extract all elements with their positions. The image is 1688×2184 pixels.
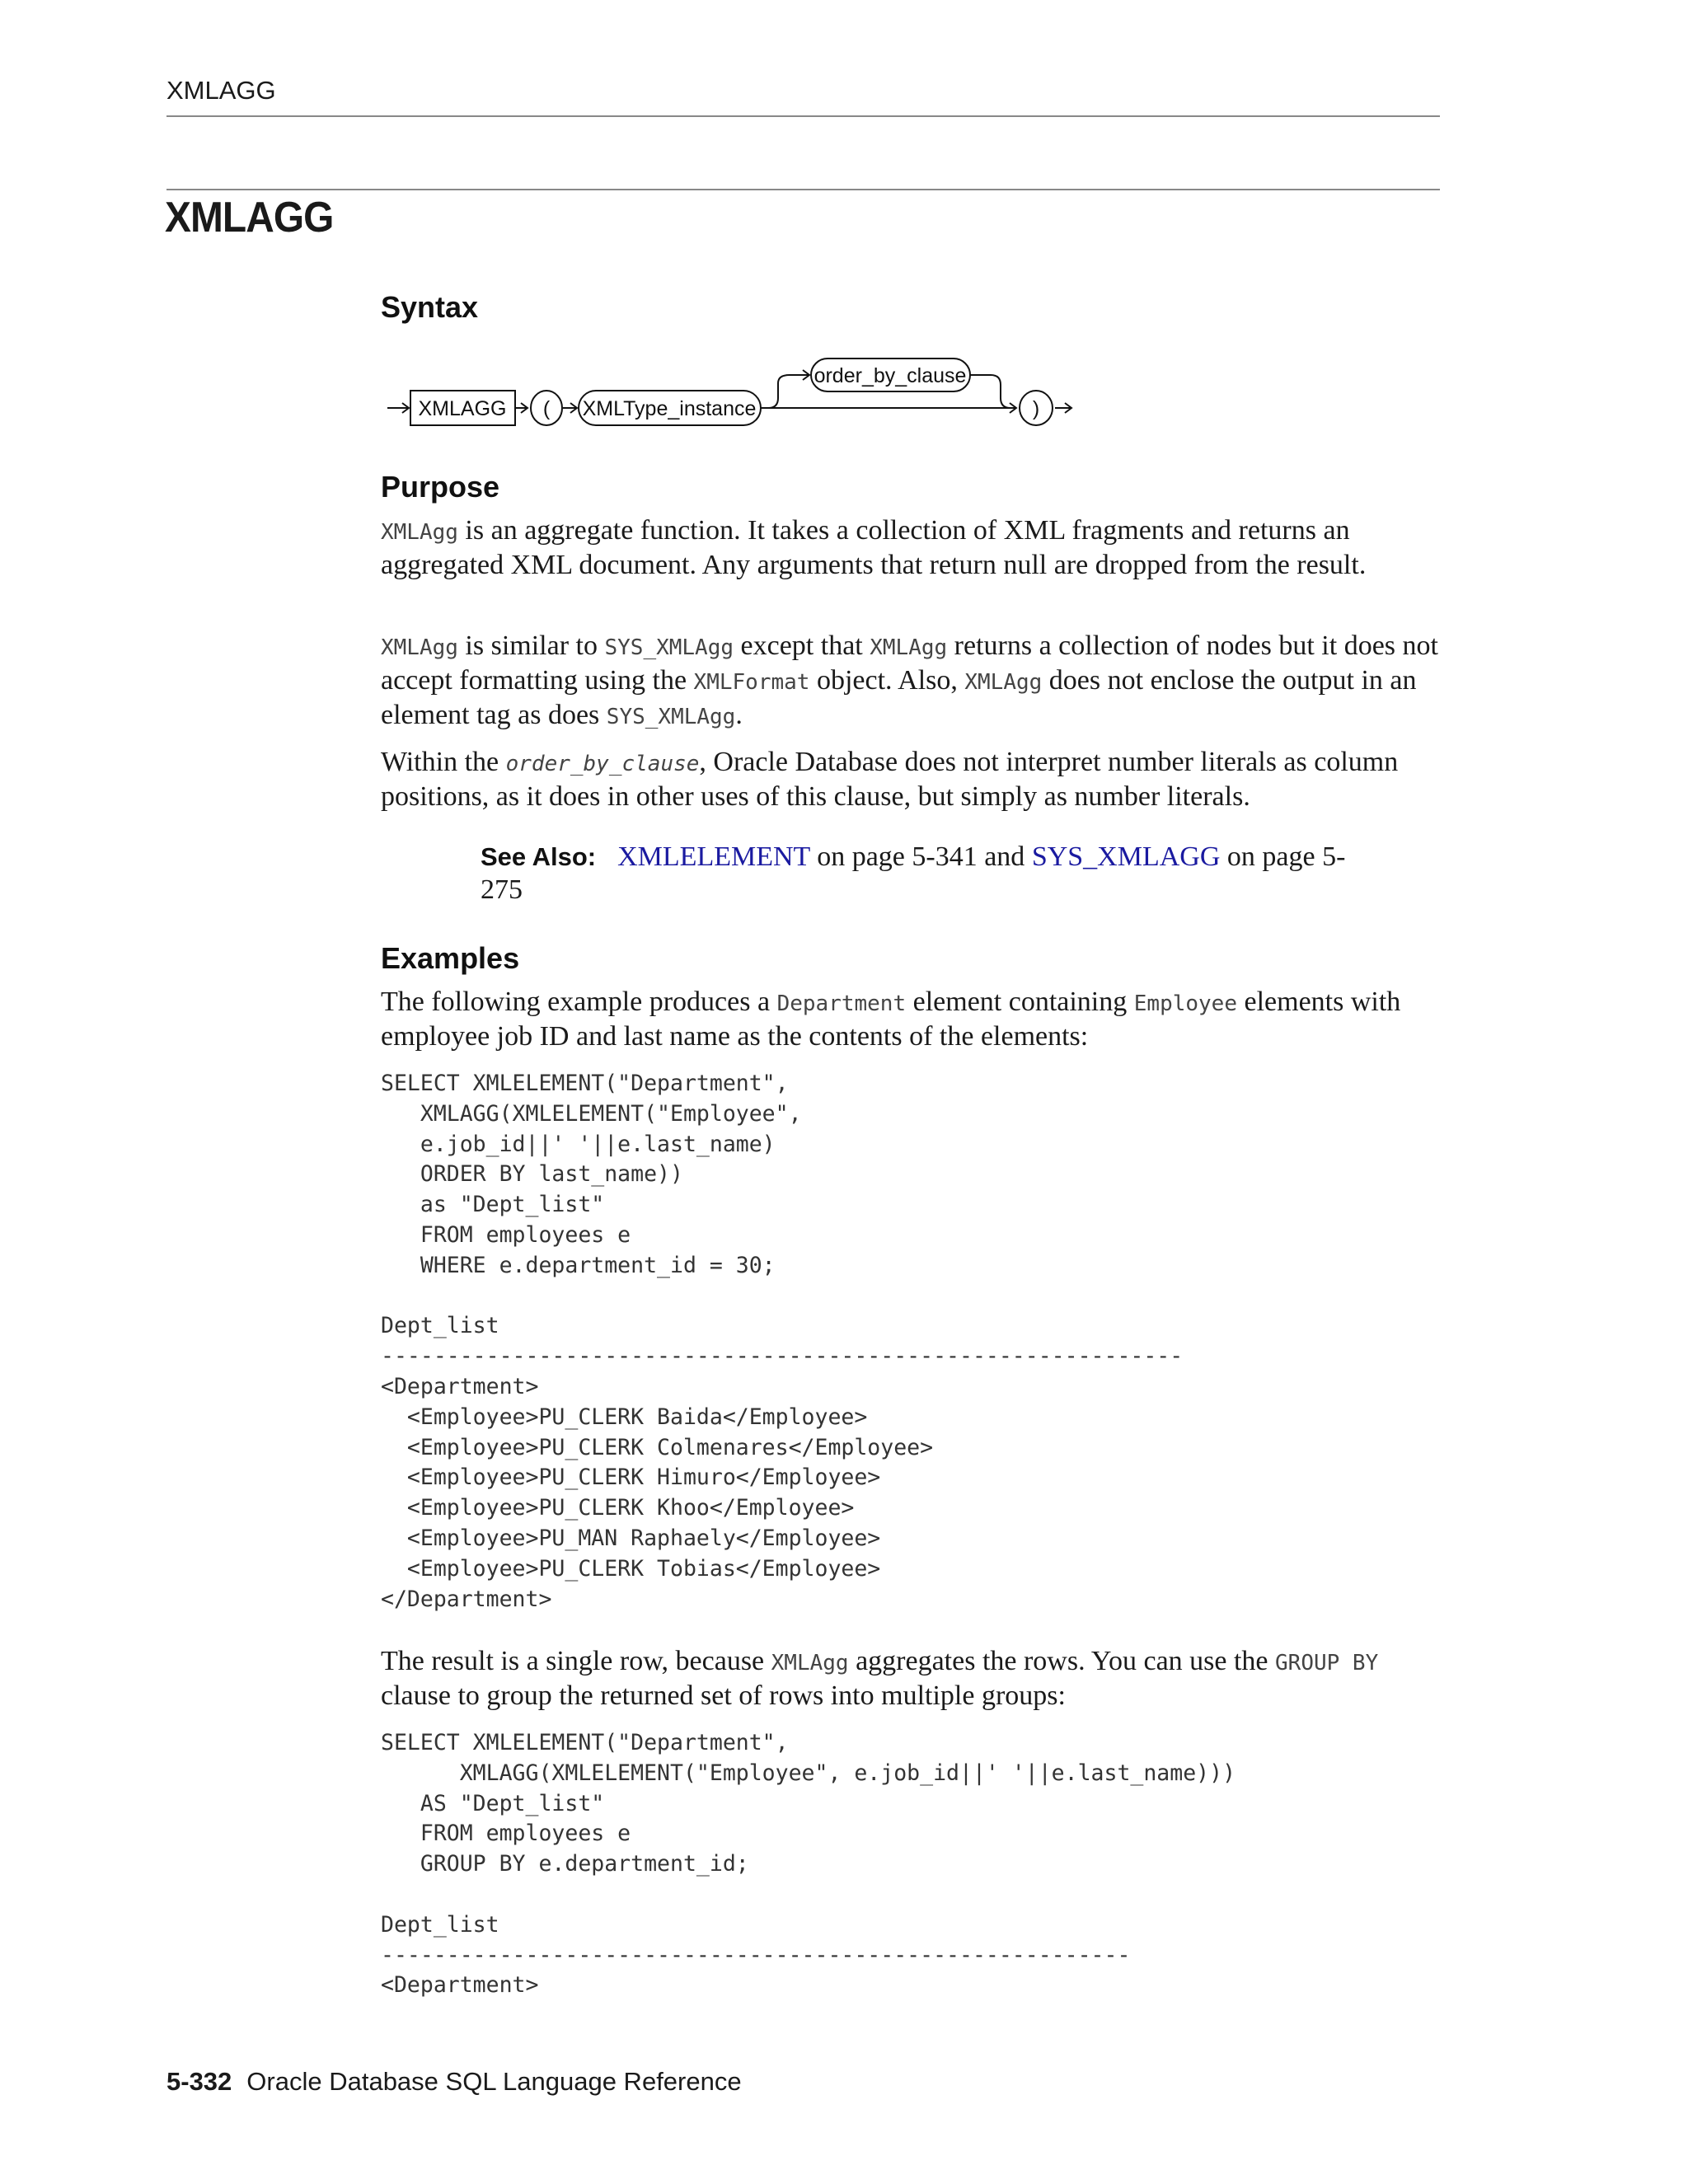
see-also-label: See Also: [481, 842, 597, 871]
close-paren-label: ) [1032, 397, 1040, 420]
page-title: XMLAGG [165, 194, 334, 241]
running-header: XMLAGG [166, 76, 276, 105]
examples-intro: The following example produces a Department element containing Employee elements with employee job ID and last name as the contents of the elements: [381, 987, 1401, 1052]
open-paren-label: ( [542, 397, 551, 420]
sys-xmlagg-link[interactable]: SYS_XMLAGG [1031, 841, 1221, 872]
see-also-note: See Also: XMLELEMENT on page 5-341 and SYS_XMLAGG on page 5-275 [481, 841, 1346, 905]
purpose-paragraph-2: XMLAgg is similar to SYS_XMLAgg except that XMLAgg returns a collection of nodes but it does not accept formatting using the XMLFormat object. Also, XMLAgg does not enclose the output in an element tag as does SYS_XMLAgg. [381, 630, 1438, 730]
header-rule [166, 115, 1440, 117]
purpose-paragraph-3: Within the order_by_clause, Oracle Database does not interpret number literals as column positions, as it does in other uses of this clause, but simply as number literals. [381, 747, 1399, 812]
page-footer [166, 2067, 742, 2097]
footer-book-title: Oracle Database SQL Language Reference [246, 2067, 742, 2096]
title-rule [166, 189, 1440, 190]
purpose-paragraph-1: XMLAgg is an aggregate function. It takes a collection of XML fragments and returns an aggregated XML document. Any arguments that return null are dropped from the result. [381, 515, 1367, 580]
keyword-label: XMLAGG [418, 397, 507, 420]
code-example-1: SELECT XMLELEMENT("Department", XMLAGG(XMLELEMENT("Employee", e.job_id||' '||e.last_name) ORDER BY last_name)) as "Dept_list" FROM employees e WHERE e.department_id = 30; Dept_list ------------------------------------------------------------- <Department> <Employee>PU_CLERK Baida</Employee> <Employee>PU_CLERK Colmenares</Employee> <Employee>PU_CLERK Himuro</Employee> <Employee>PU_CLERK Khoo</Employee> <Employee>PU_MAN Raphaely</Employee> <Employee>PU_CLERK Tobias</Employee> </Department> [381, 1071, 1184, 1612]
code-example-2: SELECT XMLELEMENT("Department", XMLAGG(XMLELEMENT("Employee", e.job_id||' '||e.last_name))) AS "Dept_list" FROM employees e GROUP BY e.department_id; Dept_list --------------------------------------------------------- <Department> [381, 1730, 1236, 1999]
examples-heading: Examples [381, 941, 520, 975]
argument-label: XMLType_instance [582, 397, 757, 420]
examples-middle-paragraph: The result is a single row, because XMLAgg aggregates the rows. You can use the GROUP BY clause to group the returned set of rows into multiple groups: [381, 1646, 1379, 1711]
footer-page-number: 5-332 [166, 2067, 232, 2096]
syntax-diagram [381, 350, 1090, 441]
purpose-heading: Purpose [381, 470, 500, 504]
syntax-heading: Syntax [381, 290, 479, 324]
optional-clause-label: order_by_clause [814, 364, 967, 387]
xmlelement-link[interactable]: XMLELEMENT [617, 841, 810, 872]
